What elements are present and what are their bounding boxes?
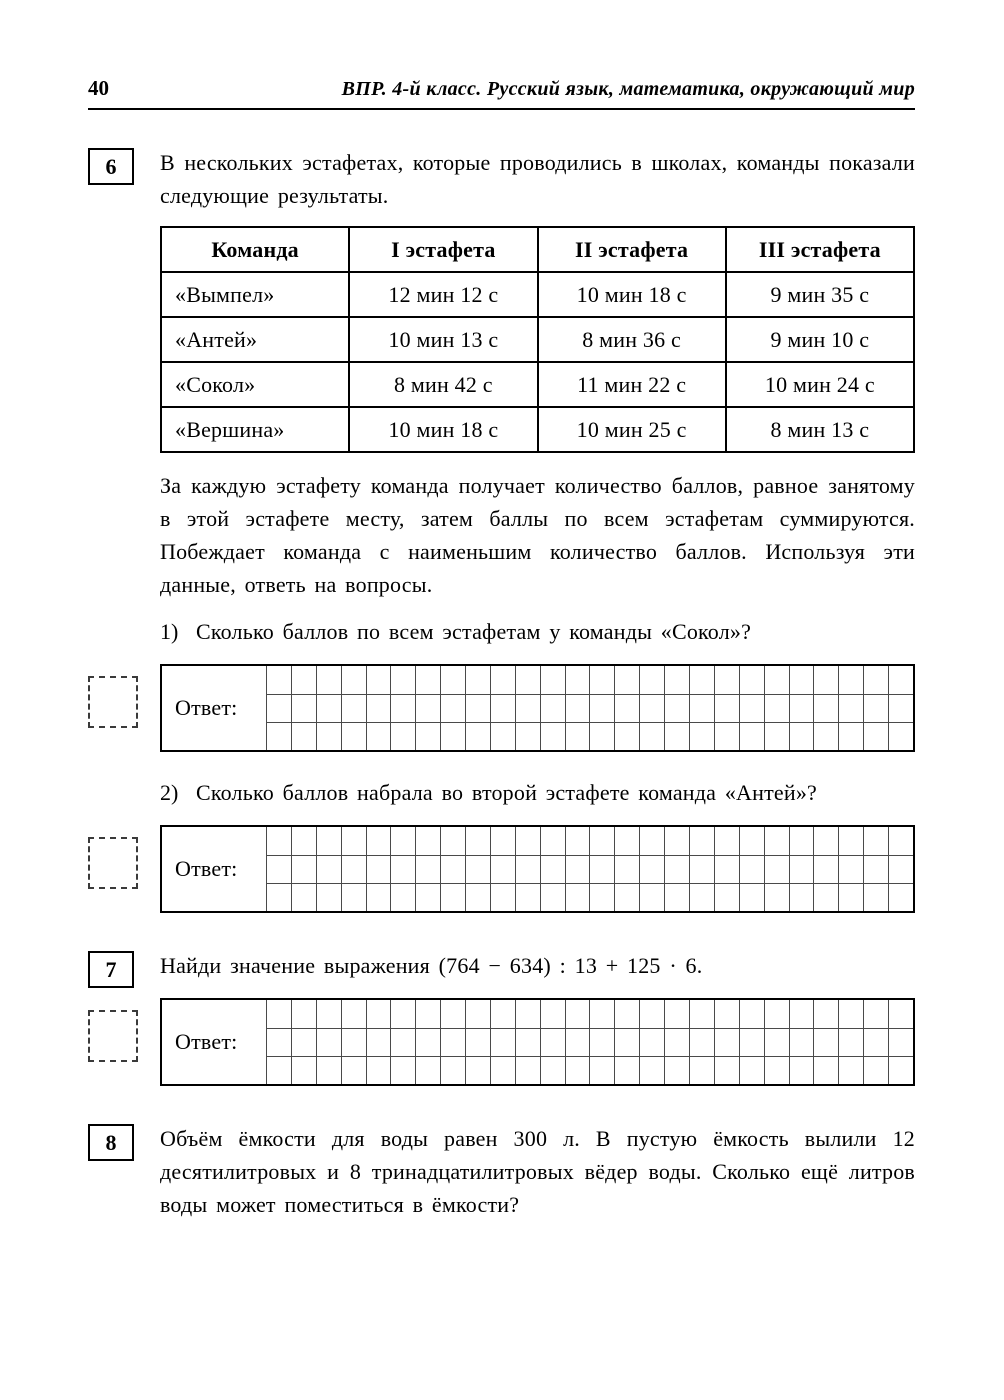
answer-grid-cell[interactable] bbox=[415, 666, 440, 694]
answer-grid-cell[interactable] bbox=[366, 722, 391, 750]
answer-grid-cell[interactable] bbox=[639, 1028, 664, 1056]
team-name-cell: «Вымпел» bbox=[161, 272, 349, 317]
answer-row-1 bbox=[88, 664, 915, 752]
answer-grid-cell[interactable] bbox=[540, 827, 565, 855]
answer-grid-cell[interactable] bbox=[589, 883, 614, 911]
answer-grid-cell[interactable] bbox=[714, 722, 739, 750]
answer-grid-cell[interactable] bbox=[316, 1056, 341, 1084]
answer-grid-cell[interactable] bbox=[366, 694, 391, 722]
answer-grid-cell[interactable] bbox=[465, 1056, 490, 1084]
answer-grid-cell[interactable] bbox=[739, 1056, 764, 1084]
answer-grid-cell[interactable] bbox=[589, 827, 614, 855]
answer-grid-cell[interactable] bbox=[291, 855, 316, 883]
answer-grid-cell[interactable] bbox=[415, 722, 440, 750]
answer-grid-cell[interactable] bbox=[838, 666, 863, 694]
time-cell: 11 мин 22 с bbox=[538, 362, 726, 407]
answer-grid-cell[interactable] bbox=[415, 827, 440, 855]
answer-grid-cell[interactable] bbox=[639, 666, 664, 694]
answer-grid-cell[interactable] bbox=[390, 1028, 415, 1056]
answer-grid-cell[interactable] bbox=[316, 694, 341, 722]
answer-grid-cell[interactable] bbox=[813, 694, 838, 722]
answer-grid-cell[interactable] bbox=[465, 827, 490, 855]
answer-grid-cell[interactable] bbox=[614, 1028, 639, 1056]
answer-grid-cell[interactable] bbox=[316, 722, 341, 750]
answer-grid-cell[interactable] bbox=[390, 722, 415, 750]
answer-grid-cell[interactable] bbox=[540, 722, 565, 750]
answer-grid-cell[interactable] bbox=[440, 1000, 465, 1028]
answer-grid-cell[interactable] bbox=[838, 1056, 863, 1084]
answer-grid-cell[interactable] bbox=[639, 855, 664, 883]
answer-grid-cell[interactable] bbox=[515, 694, 540, 722]
answer-grid-cell[interactable] bbox=[440, 827, 465, 855]
answer-grid-cell[interactable] bbox=[415, 1000, 440, 1028]
answer-grid-cell[interactable] bbox=[888, 1028, 913, 1056]
answer-grid-cell[interactable] bbox=[838, 1000, 863, 1028]
task-8-text: Объём ёмкости для воды равен 300 л. В пустую ёмкость вылили 12 десятилитровых и 8 тринадцатилитровых вёдер воды. Сколько ещё литров воды может поместиться в ёмкости? bbox=[160, 1126, 915, 1217]
task-6-body bbox=[160, 146, 915, 913]
answer-grid-cell[interactable] bbox=[589, 666, 614, 694]
answer-grid-cell[interactable] bbox=[465, 666, 490, 694]
answer-grid-cell[interactable] bbox=[540, 1000, 565, 1028]
page-number: 40 bbox=[88, 76, 109, 100]
answer-grid-cell[interactable] bbox=[565, 666, 590, 694]
answer-grid-cell[interactable] bbox=[490, 883, 515, 911]
answer-grid-cell[interactable] bbox=[614, 1000, 639, 1028]
answer-grid-cell[interactable] bbox=[664, 855, 689, 883]
answer-grid-cell[interactable] bbox=[888, 827, 913, 855]
answer-grid-cell[interactable] bbox=[863, 1028, 888, 1056]
task-7 bbox=[88, 949, 915, 1086]
answer-grid-cell[interactable] bbox=[689, 666, 714, 694]
answer-grid-cell[interactable] bbox=[639, 883, 664, 911]
answer-grid-cell[interactable] bbox=[565, 1056, 590, 1084]
question-1-text: Сколько баллов по всем эстафетам у команды «Сокол»? bbox=[196, 619, 752, 644]
answer-grid-cell[interactable] bbox=[565, 827, 590, 855]
answer-grid-cell[interactable] bbox=[341, 666, 366, 694]
answer-grid-cell[interactable] bbox=[714, 883, 739, 911]
answer-grid-cell[interactable] bbox=[440, 1028, 465, 1056]
answer-grid-cell[interactable] bbox=[266, 1056, 291, 1084]
task-6-intro: В нескольких эстафетах, которые проводились в школах, команды показали следующие результаты. bbox=[160, 150, 915, 208]
answer-grid-cell[interactable] bbox=[714, 666, 739, 694]
answer-grid-cell[interactable] bbox=[764, 1056, 789, 1084]
answer-box-1 bbox=[160, 664, 915, 752]
answer-grid-cell[interactable] bbox=[341, 827, 366, 855]
answer-grid-cell[interactable] bbox=[664, 722, 689, 750]
answer-grid-cell[interactable] bbox=[465, 855, 490, 883]
results-table-header-cell: I эстафета bbox=[349, 227, 537, 272]
answer-grid-cell[interactable] bbox=[739, 883, 764, 911]
time-cell: 9 мин 35 с bbox=[726, 272, 914, 317]
answer-grid-cell[interactable] bbox=[390, 883, 415, 911]
answer-grid-cell[interactable] bbox=[316, 855, 341, 883]
team-name-cell: «Антей» bbox=[161, 317, 349, 362]
answer-grid-cell[interactable] bbox=[739, 722, 764, 750]
answer-grid-cell[interactable] bbox=[764, 855, 789, 883]
answer-grid-cell[interactable] bbox=[764, 1028, 789, 1056]
answer-grid-cell[interactable] bbox=[440, 1056, 465, 1084]
answer-grid-cell[interactable] bbox=[465, 694, 490, 722]
answer-grid-cell[interactable] bbox=[291, 1000, 316, 1028]
answer-grid-cell[interactable] bbox=[689, 827, 714, 855]
answer-grid-cell[interactable] bbox=[540, 1028, 565, 1056]
answer-grid-cell[interactable] bbox=[266, 883, 291, 911]
answer-grid-cell[interactable] bbox=[639, 1056, 664, 1084]
answer-grid-cell[interactable] bbox=[764, 883, 789, 911]
task-6 bbox=[88, 146, 915, 913]
team-name-cell: «Сокол» bbox=[161, 362, 349, 407]
answer-grid-cell[interactable] bbox=[863, 1056, 888, 1084]
answer-grid-cell[interactable] bbox=[415, 883, 440, 911]
answer-grid-cell[interactable] bbox=[888, 855, 913, 883]
answer-grid-cell[interactable] bbox=[515, 666, 540, 694]
answer-grid-cell[interactable] bbox=[565, 1028, 590, 1056]
answer-grid-cell[interactable] bbox=[764, 1000, 789, 1028]
answer-grid-cell[interactable] bbox=[540, 855, 565, 883]
answer-grid-cell[interactable] bbox=[789, 827, 814, 855]
results-table-header-cell: Команда bbox=[161, 227, 349, 272]
answer-grid-cell[interactable] bbox=[415, 1028, 440, 1056]
answer-grid-cell[interactable] bbox=[639, 827, 664, 855]
answer-grid-cell[interactable] bbox=[739, 694, 764, 722]
task-7-number-box: 7 bbox=[88, 951, 134, 988]
answer-grid-cell[interactable] bbox=[739, 1000, 764, 1028]
answer-grid-cell[interactable] bbox=[266, 827, 291, 855]
answer-grid-cell[interactable] bbox=[366, 1000, 391, 1028]
score-checkbox-2[interactable] bbox=[88, 837, 138, 889]
answer-grid-cell[interactable] bbox=[813, 1056, 838, 1084]
results-table-header-cell: III эстафета bbox=[726, 227, 914, 272]
question-1 bbox=[160, 615, 915, 648]
answer-grid-cell[interactable] bbox=[789, 694, 814, 722]
team-name-cell: «Вершина» bbox=[161, 407, 349, 452]
answer-grid-cell[interactable] bbox=[789, 883, 814, 911]
answer-grid-cell[interactable] bbox=[863, 694, 888, 722]
answer-row-2 bbox=[88, 825, 915, 913]
answer-grid-cell[interactable] bbox=[266, 722, 291, 750]
answer-grid-cell[interactable] bbox=[415, 855, 440, 883]
answer-grid-cell[interactable] bbox=[565, 883, 590, 911]
table-row bbox=[161, 272, 914, 317]
answer-grid-cell[interactable] bbox=[639, 722, 664, 750]
time-cell: 8 мин 13 с bbox=[726, 407, 914, 452]
answer-grid-cell[interactable] bbox=[366, 883, 391, 911]
answer-grid-cell[interactable] bbox=[739, 1028, 764, 1056]
answer-grid-cell[interactable] bbox=[614, 722, 639, 750]
results-table-body bbox=[161, 272, 914, 452]
answer-grid-cell[interactable] bbox=[465, 883, 490, 911]
answer-grid-cell[interactable] bbox=[813, 722, 838, 750]
answer-grid-cell[interactable] bbox=[664, 694, 689, 722]
answer-grid-cell[interactable] bbox=[764, 722, 789, 750]
answer-grid-cell[interactable] bbox=[465, 722, 490, 750]
answer-grid-cell[interactable] bbox=[888, 694, 913, 722]
answer-grid-cell[interactable] bbox=[838, 855, 863, 883]
answer-grid-cell[interactable] bbox=[664, 883, 689, 911]
time-cell: 8 мин 42 с bbox=[349, 362, 537, 407]
question-2-label: 2) bbox=[160, 780, 179, 805]
task-6-number-box: 6 bbox=[88, 148, 134, 185]
answer-grid-cell[interactable] bbox=[515, 1000, 540, 1028]
question-2-text: Сколько баллов набрала во второй эстафете команда «Антей»? bbox=[196, 780, 817, 805]
answer-grid-cell[interactable] bbox=[291, 827, 316, 855]
answer-grid-cell[interactable] bbox=[291, 666, 316, 694]
answer-grid-cell[interactable] bbox=[515, 827, 540, 855]
answer-grid-cell[interactable] bbox=[863, 1000, 888, 1028]
answer-grid-cell[interactable] bbox=[540, 1056, 565, 1084]
time-cell: 10 мин 25 с bbox=[538, 407, 726, 452]
answer-grid-cell[interactable] bbox=[764, 694, 789, 722]
answer-grid-cell[interactable] bbox=[291, 883, 316, 911]
answer-grid-cell[interactable] bbox=[291, 1056, 316, 1084]
answer-grid-cell[interactable] bbox=[341, 1000, 366, 1028]
answer-grid-cell[interactable] bbox=[341, 883, 366, 911]
answer-box-2 bbox=[160, 825, 915, 913]
time-cell: 10 мин 13 с bbox=[349, 317, 537, 362]
answer-grid-cell[interactable] bbox=[614, 694, 639, 722]
time-cell: 12 мин 12 с bbox=[349, 272, 537, 317]
table-row bbox=[161, 362, 914, 407]
table-row bbox=[161, 317, 914, 362]
table-row bbox=[161, 407, 914, 452]
answer-grid-cell[interactable] bbox=[888, 722, 913, 750]
answer-grid-cell[interactable] bbox=[813, 855, 838, 883]
answer-row-3 bbox=[88, 998, 915, 1086]
answer-grid-2[interactable] bbox=[266, 827, 913, 911]
answer-grid-cell[interactable] bbox=[863, 666, 888, 694]
answer-grid-cell[interactable] bbox=[714, 827, 739, 855]
answer-grid-cell[interactable] bbox=[291, 722, 316, 750]
answer-grid-cell[interactable] bbox=[316, 666, 341, 694]
header-title: ВПР. 4-й класс. Русский язык, математика, окружающий мир bbox=[341, 78, 915, 100]
answer-grid-cell[interactable] bbox=[316, 827, 341, 855]
answer-grid-cell[interactable] bbox=[266, 1000, 291, 1028]
time-cell: 9 мин 10 с bbox=[726, 317, 914, 362]
answer-grid-cell[interactable] bbox=[589, 722, 614, 750]
answer-grid-cell[interactable] bbox=[739, 827, 764, 855]
answer-grid-cell[interactable] bbox=[390, 1000, 415, 1028]
answer-grid-cell[interactable] bbox=[341, 694, 366, 722]
score-checkbox-3[interactable] bbox=[88, 1010, 138, 1062]
answer-grid-cell[interactable] bbox=[639, 1000, 664, 1028]
answer-grid-cell[interactable] bbox=[714, 1056, 739, 1084]
answer-grid-cell[interactable] bbox=[689, 694, 714, 722]
answer-grid-cell[interactable] bbox=[664, 1028, 689, 1056]
answer-grid-cell[interactable] bbox=[789, 1000, 814, 1028]
answer-grid-cell[interactable] bbox=[664, 666, 689, 694]
answer-grid-cell[interactable] bbox=[266, 694, 291, 722]
answer-grid-cell[interactable] bbox=[714, 694, 739, 722]
answer-label: Ответ: bbox=[175, 695, 238, 720]
answer-grid-cell[interactable] bbox=[291, 694, 316, 722]
answer-grid-cell[interactable] bbox=[565, 855, 590, 883]
answer-grid-cell[interactable] bbox=[465, 1000, 490, 1028]
answer-grid-cell[interactable] bbox=[490, 722, 515, 750]
answer-grid-cell[interactable] bbox=[689, 883, 714, 911]
answer-grid-cell[interactable] bbox=[266, 1028, 291, 1056]
answer-grid-cell[interactable] bbox=[490, 855, 515, 883]
task-7-text: Найди значение выражения (764 − 634) : 13 + 125 · 6. bbox=[160, 953, 703, 978]
time-cell: 10 мин 18 с bbox=[349, 407, 537, 452]
answer-grid-cell[interactable] bbox=[589, 855, 614, 883]
time-cell: 10 мин 24 с bbox=[726, 362, 914, 407]
answer-grid-cell[interactable] bbox=[366, 1056, 391, 1084]
answer-grid-cell[interactable] bbox=[813, 1028, 838, 1056]
answer-grid-cell[interactable] bbox=[390, 694, 415, 722]
answer-grid-cell[interactable] bbox=[789, 1056, 814, 1084]
answer-grid-cell[interactable] bbox=[589, 1028, 614, 1056]
answer-grid-cell[interactable] bbox=[540, 883, 565, 911]
answer-grid-cell[interactable] bbox=[316, 1028, 341, 1056]
answer-grid-cell[interactable] bbox=[316, 883, 341, 911]
answer-grid-cell[interactable] bbox=[888, 1000, 913, 1028]
answer-grid-cell[interactable] bbox=[316, 1000, 341, 1028]
answer-grid-cell[interactable] bbox=[863, 855, 888, 883]
answer-grid-cell[interactable] bbox=[440, 666, 465, 694]
answer-grid-cell[interactable] bbox=[863, 722, 888, 750]
answer-grid-cell[interactable] bbox=[838, 694, 863, 722]
answer-grid-cell[interactable] bbox=[341, 855, 366, 883]
answer-grid-cell[interactable] bbox=[689, 1056, 714, 1084]
answer-grid-cell[interactable] bbox=[789, 1028, 814, 1056]
answer-grid-cell[interactable] bbox=[838, 722, 863, 750]
answer-grid-cell[interactable] bbox=[838, 883, 863, 911]
answer-grid-cell[interactable] bbox=[764, 666, 789, 694]
answer-grid-cell[interactable] bbox=[366, 855, 391, 883]
answer-grid-cell[interactable] bbox=[838, 827, 863, 855]
task-8-body bbox=[160, 1122, 915, 1221]
answer-grid-cell[interactable] bbox=[415, 1056, 440, 1084]
answer-grid-cell[interactable] bbox=[714, 1000, 739, 1028]
question-1-label: 1) bbox=[160, 619, 179, 644]
answer-grid-cell[interactable] bbox=[366, 666, 391, 694]
answer-grid-cell[interactable] bbox=[341, 1056, 366, 1084]
answer-grid-cell[interactable] bbox=[291, 1028, 316, 1056]
results-table bbox=[160, 226, 915, 453]
answer-grid-cell[interactable] bbox=[266, 855, 291, 883]
answer-grid-cell[interactable] bbox=[515, 1028, 540, 1056]
answer-grid-cell[interactable] bbox=[764, 827, 789, 855]
answer-grid-cell[interactable] bbox=[614, 827, 639, 855]
answer-grid-cell[interactable] bbox=[266, 666, 291, 694]
answer-grid-3[interactable] bbox=[266, 1000, 913, 1084]
task-6-description: За каждую эстафету команда получает количество баллов, равное занятому в этой эстафете месту, затем баллы по всем эстафетам суммируются. Побеждает команда с наименьшим количество баллов. Используя эти данные, ответь на вопросы. bbox=[160, 473, 915, 597]
answer-grid-cell[interactable] bbox=[813, 1000, 838, 1028]
answer-grid-cell[interactable] bbox=[515, 722, 540, 750]
answer-grid-cell[interactable] bbox=[565, 694, 590, 722]
answer-grid-cell[interactable] bbox=[490, 1000, 515, 1028]
answer-grid-cell[interactable] bbox=[614, 1056, 639, 1084]
answer-grid-cell[interactable] bbox=[813, 827, 838, 855]
answer-grid-cell[interactable] bbox=[789, 855, 814, 883]
answer-grid-cell[interactable] bbox=[813, 666, 838, 694]
answer-grid-cell[interactable] bbox=[589, 694, 614, 722]
answer-grid-cell[interactable] bbox=[540, 666, 565, 694]
task-8-number-box: 8 bbox=[88, 1124, 134, 1161]
answer-grid-cell[interactable] bbox=[614, 883, 639, 911]
answer-grid-cell[interactable] bbox=[515, 883, 540, 911]
answer-box-3 bbox=[160, 998, 915, 1086]
answer-grid-cell[interactable] bbox=[415, 694, 440, 722]
answer-grid-cell[interactable] bbox=[366, 827, 391, 855]
answer-grid-cell[interactable] bbox=[888, 666, 913, 694]
answer-grid-cell[interactable] bbox=[390, 827, 415, 855]
answer-label: Ответ: bbox=[175, 856, 238, 881]
answer-grid-cell[interactable] bbox=[490, 1056, 515, 1084]
answer-grid-cell[interactable] bbox=[789, 722, 814, 750]
answer-grid-cell[interactable] bbox=[863, 827, 888, 855]
answer-grid-cell[interactable] bbox=[589, 1000, 614, 1028]
answer-grid-cell[interactable] bbox=[540, 694, 565, 722]
answer-grid-cell[interactable] bbox=[565, 722, 590, 750]
answer-grid-cell[interactable] bbox=[366, 1028, 391, 1056]
answer-grid-cell[interactable] bbox=[714, 855, 739, 883]
answer-grid-cell[interactable] bbox=[440, 855, 465, 883]
time-cell: 10 мин 18 с bbox=[538, 272, 726, 317]
answer-grid-cell[interactable] bbox=[838, 1028, 863, 1056]
answer-grid-cell[interactable] bbox=[664, 1000, 689, 1028]
task-8 bbox=[88, 1122, 915, 1221]
answer-grid-cell[interactable] bbox=[390, 666, 415, 694]
answer-grid-cell[interactable] bbox=[490, 666, 515, 694]
answer-grid-cell[interactable] bbox=[664, 1056, 689, 1084]
answer-grid-cell[interactable] bbox=[739, 666, 764, 694]
answer-grid-1[interactable] bbox=[266, 666, 913, 750]
answer-grid-cell[interactable] bbox=[490, 1028, 515, 1056]
answer-grid-cell[interactable] bbox=[714, 1028, 739, 1056]
answer-grid-cell[interactable] bbox=[341, 722, 366, 750]
answer-grid-cell[interactable] bbox=[614, 855, 639, 883]
answer-grid-cell[interactable] bbox=[440, 722, 465, 750]
answer-grid-cell[interactable] bbox=[390, 855, 415, 883]
answer-grid-cell[interactable] bbox=[863, 883, 888, 911]
answer-grid-cell[interactable] bbox=[789, 666, 814, 694]
answer-label: Ответ: bbox=[175, 1029, 238, 1054]
answer-grid-cell[interactable] bbox=[888, 1056, 913, 1084]
answer-grid-cell[interactable] bbox=[515, 855, 540, 883]
question-2 bbox=[160, 776, 915, 809]
answer-grid-cell[interactable] bbox=[689, 855, 714, 883]
score-checkbox-1[interactable] bbox=[88, 676, 138, 728]
task-7-body bbox=[160, 949, 915, 1086]
answer-grid-cell[interactable] bbox=[813, 883, 838, 911]
answer-grid-cell[interactable] bbox=[490, 827, 515, 855]
answer-grid-cell[interactable] bbox=[739, 855, 764, 883]
page-header bbox=[88, 76, 915, 110]
results-table-header-cell: II эстафета bbox=[538, 227, 726, 272]
answer-grid-cell[interactable] bbox=[490, 694, 515, 722]
answer-grid-cell[interactable] bbox=[614, 666, 639, 694]
answer-grid-cell[interactable] bbox=[515, 1056, 540, 1084]
answer-grid-cell[interactable] bbox=[689, 1028, 714, 1056]
answer-grid-cell[interactable] bbox=[689, 722, 714, 750]
answer-grid-cell[interactable] bbox=[465, 1028, 490, 1056]
answer-grid-cell[interactable] bbox=[341, 1028, 366, 1056]
answer-grid-cell[interactable] bbox=[664, 827, 689, 855]
answer-grid-cell[interactable] bbox=[390, 1056, 415, 1084]
answer-grid-cell[interactable] bbox=[440, 883, 465, 911]
answer-grid-cell[interactable] bbox=[689, 1000, 714, 1028]
results-table-header-row bbox=[161, 227, 914, 272]
answer-grid-cell[interactable] bbox=[565, 1000, 590, 1028]
answer-grid-cell[interactable] bbox=[639, 694, 664, 722]
answer-grid-cell[interactable] bbox=[440, 694, 465, 722]
answer-grid-cell[interactable] bbox=[888, 883, 913, 911]
answer-grid-cell[interactable] bbox=[589, 1056, 614, 1084]
time-cell: 8 мин 36 с bbox=[538, 317, 726, 362]
